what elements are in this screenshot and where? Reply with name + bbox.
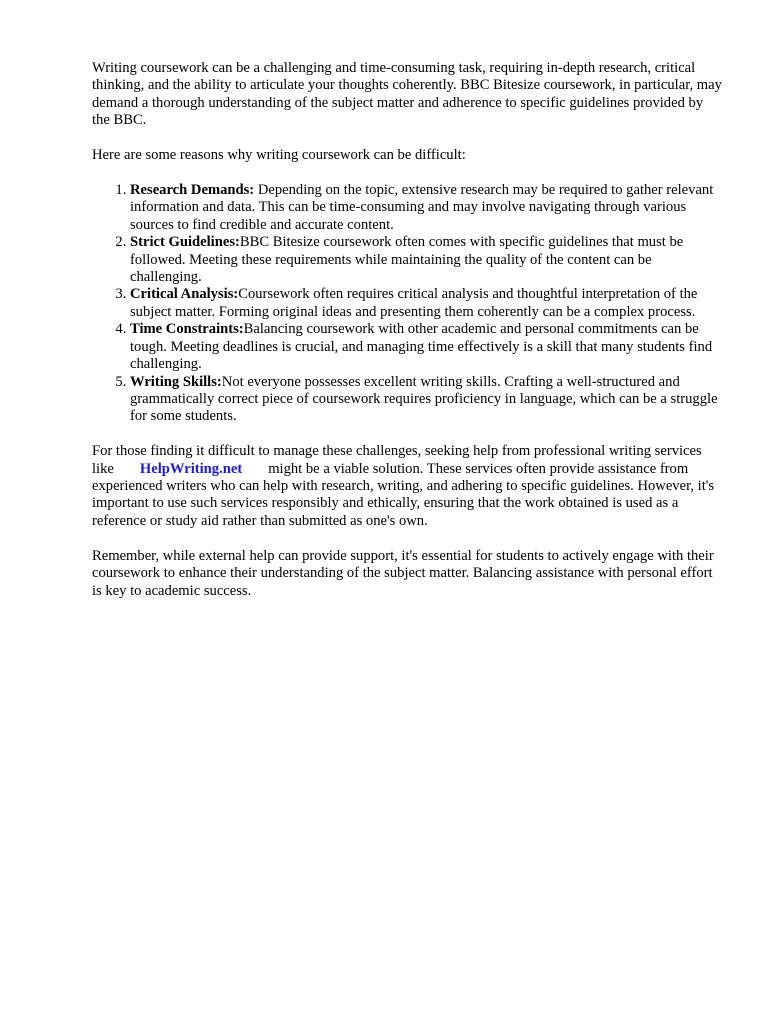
- list-item-term: Research Demands:: [130, 182, 255, 199]
- help-paragraph: [92, 443, 722, 530]
- list-item-text: BBC Bitesize coursework often comes with specific guidelines that must be followed. Meeting these requirements while maintaining the quality of the content can be challenging.: [130, 234, 684, 286]
- list-item-term: Critical Analysis:: [130, 286, 239, 303]
- list-item: [130, 234, 722, 286]
- list-item-term: Strict Guidelines:: [130, 234, 240, 251]
- list-item-term: Time Constraints:: [130, 321, 244, 338]
- list-item: [130, 321, 722, 373]
- help-text-before: For those finding it difficult to manage these challenges, seeking help from professional writing services like: [92, 443, 702, 477]
- help-text-after: might be a viable solution. These services often provide assistance from experienced writers who can help with research, writing, and adhering to specific guidelines. However, it's important to use such services responsibly and ethically, ensuring that the work obtained is used as a reference or study aid rather than submitted as one's own.: [92, 460, 715, 529]
- list-item: [130, 286, 722, 321]
- document-page: [92, 60, 722, 600]
- list-item-term: Writing Skills:: [130, 373, 222, 390]
- list-item: [130, 374, 722, 426]
- reasons-list: [92, 182, 722, 426]
- list-item-text: Balancing coursework with other academic and personal commitments can be tough. Meeting deadlines is crucial, and managing time effectively is a skill that many students find challenging.: [130, 321, 713, 373]
- list-item-text: Coursework often requires critical analysis and thoughtful interpretation of the subject matter. Forming original ideas and presenting them coherently can be a complex process.: [130, 286, 698, 320]
- reasons-lead: Here are some reasons why writing coursework can be difficult:: [92, 147, 466, 164]
- intro-paragraph: Writing coursework can be a challenging and time-consuming task, requiring in-depth research, critical thinking, and the ability to articulate your thoughts coherently. BBC Bitesize coursework, in particular, may demand a thorough understanding of the subject matter and adherence to specific guidelines provided by the BBC.: [92, 60, 722, 129]
- list-item: [130, 182, 722, 234]
- list-item-text: Not everyone possesses excellent writing skills. Crafting a well-structured and grammatically correct piece of coursework requires proficiency in language, which can be a struggle for some students.: [130, 373, 718, 425]
- helpwriting-link[interactable]: HelpWriting.net: [139, 460, 243, 477]
- closing-paragraph: Remember, while external help can provide support, it's essential for students to actively engage with their coursework to enhance their understanding of the subject matter. Balancing assistance with personal effort is key to academic success.: [92, 547, 714, 599]
- list-item-text: Depending on the topic, extensive research may be required to gather relevant information and data. This can be time-consuming and may involve navigating through various sources to find credible and accurate content.: [130, 182, 714, 233]
